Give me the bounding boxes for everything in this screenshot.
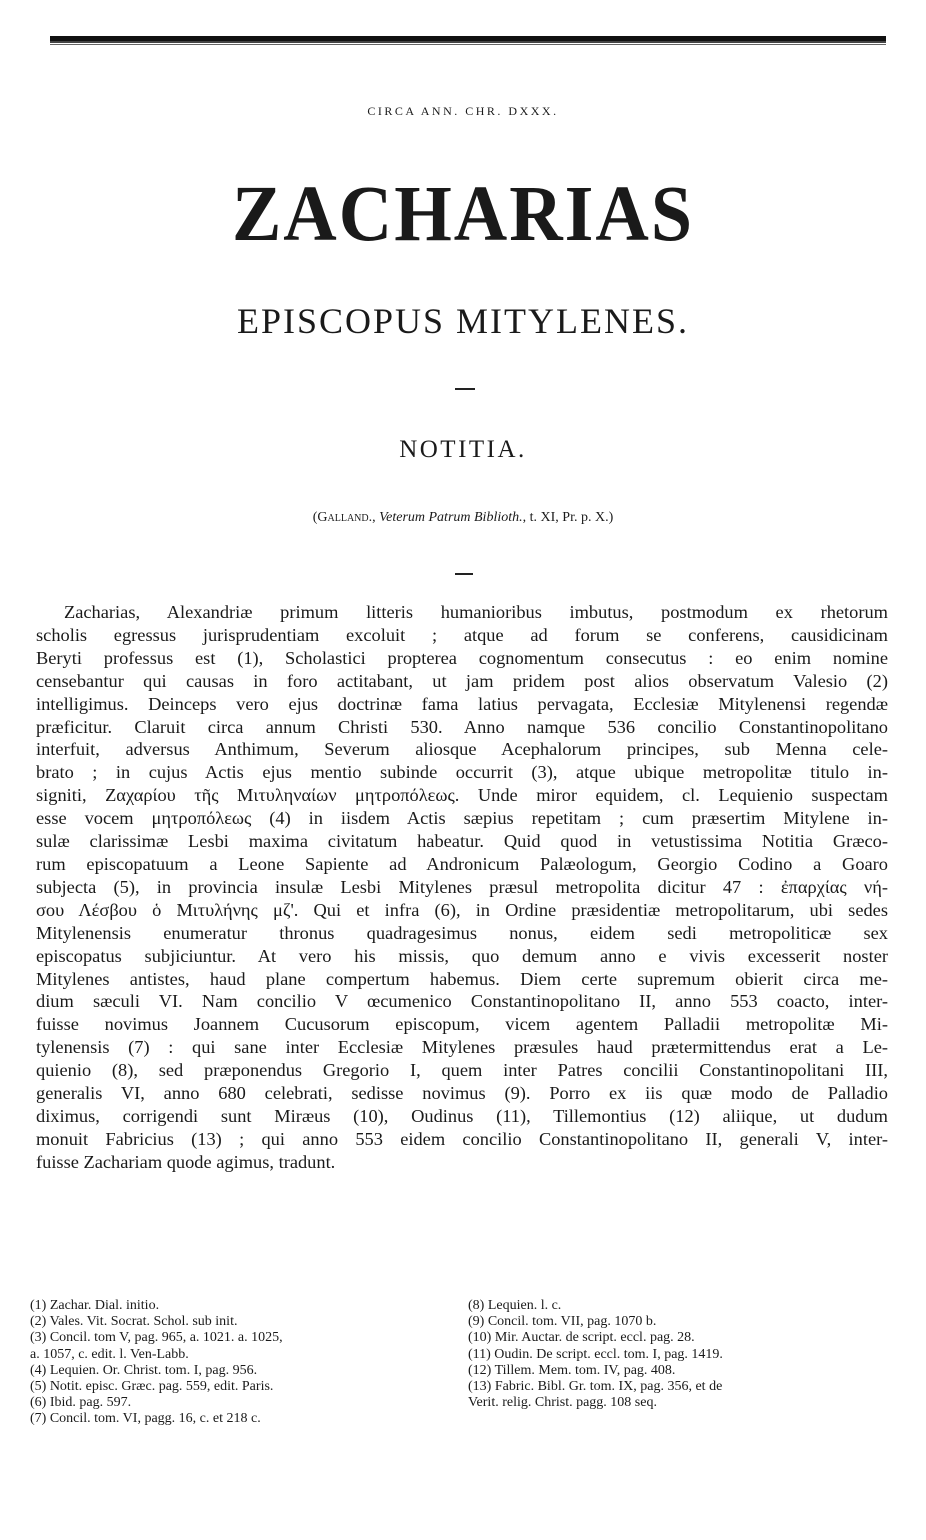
body-line: signiti, Ζαχαρίου τῆς Μιτυληναίων μητροπόλεως. Unde miror equidem, cl. Lequienio suspectam bbox=[36, 785, 888, 806]
footnotes-left bbox=[30, 1298, 450, 1428]
footnote: (10) Mir. Auctar. de script. eccl. pag. 28. bbox=[468, 1330, 695, 1346]
footnote: (12) Tillem. Mem. tom. IV, pag. 408. bbox=[468, 1362, 676, 1378]
body-line: Zacharias, Alexandriæ primum litteris humanioribus imbutus, postmodum ex rhetorum bbox=[64, 602, 888, 622]
body-line: Beryti professus est (1), Scholastici propterea cognomentum consecutus : eo enim nomine bbox=[36, 647, 888, 668]
top-rule bbox=[50, 36, 886, 43]
source-author: Galland. bbox=[317, 510, 373, 525]
footnote: (2) Vales. Vit. Socrat. Schol. sub init. bbox=[30, 1314, 238, 1330]
body-line: tylenensis (7) : qui sane inter Ecclesiæ Mitylenes præsules haud prætermittendus erat a Le- bbox=[36, 1037, 888, 1058]
body-line: fuisse Zachariam quode agimus, tradunt. bbox=[36, 1151, 336, 1172]
body-line: diximus, corrigendi sunt Miræus (10), Oudinus (11), Tillemontius (12) aliique, ut dudum bbox=[36, 1105, 888, 1126]
body-line: quienio (8), sed præponendus Gregorio I, quem inter Patres concilii Constantinopolitani III, bbox=[36, 1060, 888, 1081]
section-heading: NOTITIA. bbox=[399, 436, 527, 463]
footnotes-right bbox=[468, 1298, 888, 1411]
body-line: rum episcopatuum a Leone Sapiente ad Andronicum Palæologum, Georgio Codino a Goaro bbox=[36, 853, 888, 874]
page-subtitle: EPISCOPUS MITYLENES. bbox=[236, 301, 690, 341]
footnote: (1) Zachar. Dial. initio. bbox=[30, 1298, 160, 1313]
footnote: (6) Ibid. pag. 597. bbox=[30, 1395, 132, 1411]
footnote: (11) Oudin. De script. eccl. tom. I, pag. 1419. bbox=[468, 1346, 723, 1362]
body-line: dium sæculi VI. Nam concilio V œcumenico Constantinopolitano II, anno 553 coacto, inter- bbox=[36, 991, 888, 1012]
body-line: subjecta (5), in provincia insulæ Lesbi Mitylenes præsul metropolita dicitur 47 : ἐπαρχίας νή- bbox=[36, 876, 888, 897]
body-line: intelligimus. Deinceps vero ejus doctrinæ fama latius pervagata, Ecclesiæ Mitylenensi regendæ bbox=[36, 693, 888, 714]
footnote: a. 1057, c. edit. l. Ven-Labb. bbox=[30, 1346, 189, 1362]
page-title: ZACHARIAS bbox=[231, 169, 695, 259]
body-line: brato ; in cujus Actis ejus mentio subinde occurrit (3), atque ubique metropolitæ titulo in- bbox=[36, 762, 888, 783]
body-line: episcopatus subjiciuntur. At vero his missis, quo demum anno e vivis excesserit noster bbox=[36, 945, 888, 966]
footnote: (3) Concil. tom V, pag. 965, a. 1021. a. 1025, bbox=[30, 1330, 283, 1346]
body-line: fuisse novimus Joannem Cucusorum episcopum, vicem agentem Palladii metropolitæ Mi- bbox=[36, 1014, 888, 1035]
footnote: (8) Lequien. l. c. bbox=[468, 1298, 562, 1313]
body-line: censebantur qui causas in foro actitabant, ut jam pridem post alios observatum Valesio (2) bbox=[36, 670, 888, 691]
body-line: interfuit, adversus Anthimum, Severum aliosque Acephalorum principes, sub Menna cele- bbox=[36, 739, 888, 760]
footnote: (4) Lequien. Or. Christ. tom. I, pag. 956. bbox=[30, 1362, 258, 1378]
separator-dash bbox=[455, 573, 473, 575]
body-line: Mitylenensis enumeratur thronus quadragesimus nonus, eidem sedi metropoliticæ sex bbox=[36, 922, 888, 943]
body-line: præficitur. Claruit circa annum Christi 530. Anno namque 536 concilio Constantinopolitano bbox=[36, 716, 888, 737]
footnote: (13) Fabric. Bibl. Gr. tom. IX, pag. 356, et de bbox=[468, 1379, 723, 1395]
separator-dash bbox=[455, 388, 475, 390]
body-line: esse vocem μητροπόλεως (4) in iisdem Actis sæpius repetitam ; cum præsertim Mitylene in- bbox=[36, 808, 888, 829]
body-line: generalis VI, anno 680 celebrati, sedisse novimus (9). Porro ex iis quæ modo de Palladio bbox=[36, 1083, 888, 1104]
footnote: (7) Concil. tom. VI, pagg. 16, c. et 218 c. bbox=[30, 1411, 261, 1427]
footnote: Verit. relig. Christ. pagg. 108 seq. bbox=[468, 1395, 657, 1411]
body-line: sulæ clarissimæ Lesbi maxima civitatum habeatur. Quid quod in vetustissima Notitia Græco- bbox=[36, 831, 888, 852]
source-work: Veterum Patrum Biblioth. bbox=[379, 510, 523, 525]
footnote: (9) Concil. tom. VII, pag. 1070 b. bbox=[468, 1314, 657, 1330]
running-head: CIRCA ANN. CHR. DXXX. bbox=[367, 104, 559, 118]
body-line: Mitylenes antistes, haud plane compertum habemus. Diem certe supremum obierit circa me- bbox=[36, 968, 888, 989]
source-citation: (Galland., Veterum Patrum Biblioth., t. XI, Pr. p. X.) bbox=[312, 510, 614, 525]
body-line: σου Λέσβου ὁ Μιτυλήνης μζ'. Qui et infra (6), in Ordine præsidentiæ metropolitarum, ubi sedes bbox=[36, 899, 888, 920]
footnote: (5) Notit. episc. Græc. pag. 559, edit. Paris. bbox=[30, 1379, 274, 1395]
source-open: ( bbox=[312, 510, 318, 525]
source-rest: , t. XI, Pr. p. X.) bbox=[522, 510, 614, 525]
body-line: monuit Fabricius (13) ; qui anno 553 eidem concilio Constantinopolitano II, generali V, inter- bbox=[36, 1128, 888, 1149]
body-paragraph bbox=[36, 601, 888, 1174]
body-line: scholis egressus jurisprudentiam excoluit ; atque ad forum se conferens, causidicinam bbox=[36, 624, 888, 645]
